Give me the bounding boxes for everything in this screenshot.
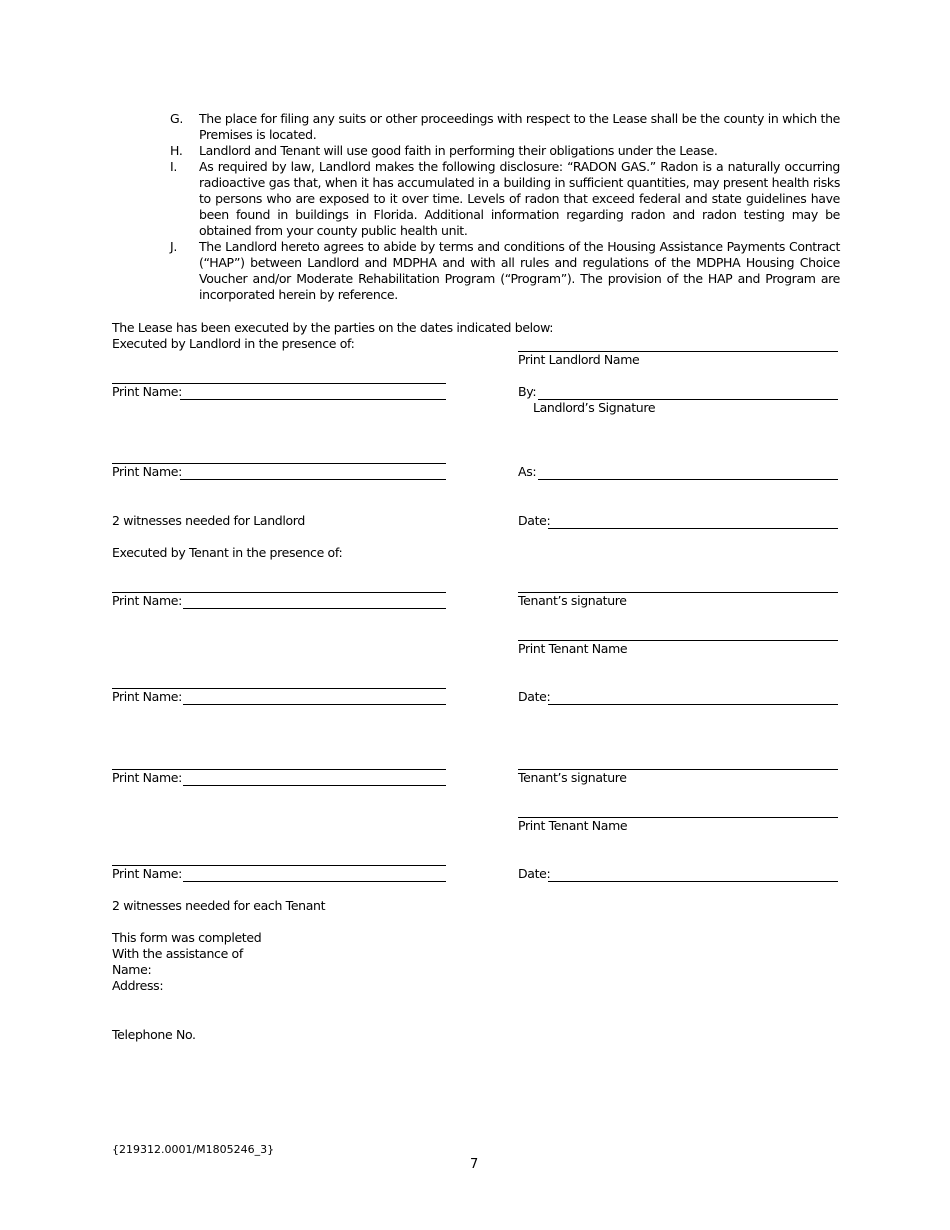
landlord-title-field[interactable]: [538, 479, 838, 480]
date-label: Date:: [518, 689, 551, 704]
term-text: The Landlord hereto agrees to abide by terms and conditions of the Housing Assistance Payments Contract (“HAP”) between Landlord and MDPHA and with all rules and regulations of the MDPHA Housing Choice Voucher and/or Moderate Rehabilitation Program (“Program”). The provision of the HAP and Program are incorporated herein by reference.: [199, 239, 840, 302]
term-letter: J.: [170, 239, 177, 254]
print-name-label: Print Name:: [112, 866, 182, 881]
assistance-address-label: Address:: [112, 978, 164, 993]
print-landlord-name-label: Print Landlord Name: [518, 352, 640, 367]
landlord-witness-1-name-field[interactable]: [180, 399, 446, 400]
term-letter: I.: [170, 159, 177, 174]
tenant-signature-label: Tenant’s signature: [518, 593, 627, 608]
tenant-1-date-field[interactable]: [548, 704, 838, 705]
landlord-witness-note: 2 witnesses needed for Landlord: [112, 513, 305, 528]
print-name-label: Print Name:: [112, 689, 182, 704]
tenant-presence-heading: Executed by Tenant in the presence of:: [112, 545, 343, 560]
tenant-signature-label: Tenant’s signature: [518, 770, 627, 785]
term-letter: H.: [170, 143, 183, 158]
tenant-witness-2-name-field[interactable]: [183, 704, 446, 705]
date-label: Date:: [518, 866, 551, 881]
tenant-2-date-field[interactable]: [548, 881, 838, 882]
landlord-presence-heading: Executed by Landlord in the presence of:: [112, 336, 355, 351]
tenant-witness-1-name-field[interactable]: [183, 608, 446, 609]
term-text: The place for filing any suits or other proceedings with respect to the Lease shall be the county in which the Premises is located.: [199, 111, 840, 142]
tenant-witness-4-name-field[interactable]: [183, 881, 446, 882]
tenant-witness-3-name-field[interactable]: [183, 785, 446, 786]
landlord-date-field[interactable]: [548, 528, 838, 529]
tenant-witness-note: 2 witnesses needed for each Tenant: [112, 898, 326, 913]
term-text: As required by law, Landlord makes the following disclosure: “RADON GAS.” Radon is a naturally occurring radioactive gas that, when it has accumulated in a building in sufficient quantities, may present health risks to persons who are exposed to it over time. Levels of radon that exceed federal and state guidelines have been found in buildings in Florida. Additional information regarding radon and radon testing may be obtained from your county public health unit.: [199, 159, 840, 238]
by-label: By:: [518, 384, 537, 399]
landlord-witness-2-name-field[interactable]: [180, 479, 446, 480]
print-name-label: Print Name:: [112, 770, 182, 785]
print-name-label: Print Name:: [112, 464, 182, 479]
execution-intro: The Lease has been executed by the parties on the dates indicated below:: [112, 320, 554, 335]
page-number: 7: [470, 1157, 479, 1172]
assistance-line-2: With the assistance of: [112, 946, 243, 961]
print-name-label: Print Name:: [112, 593, 182, 608]
print-tenant-name-label: Print Tenant Name: [518, 641, 628, 656]
print-name-label: Print Name:: [112, 384, 182, 399]
print-tenant-name-label: Print Tenant Name: [518, 818, 628, 833]
assistance-line-1: This form was completed: [112, 930, 262, 945]
as-label: As:: [518, 464, 537, 479]
term-letter: G.: [170, 111, 183, 126]
document-code: {219312.0001/M1805246_3}: [112, 1143, 275, 1156]
term-text: Landlord and Tenant will use good faith in performing their obligations under the Lease.: [199, 143, 718, 158]
assistance-name-label: Name:: [112, 962, 152, 977]
landlord-signature-label: Landlord’s Signature: [533, 400, 656, 415]
assistance-telephone-label: Telephone No.: [112, 1027, 196, 1042]
date-label: Date:: [518, 513, 551, 528]
